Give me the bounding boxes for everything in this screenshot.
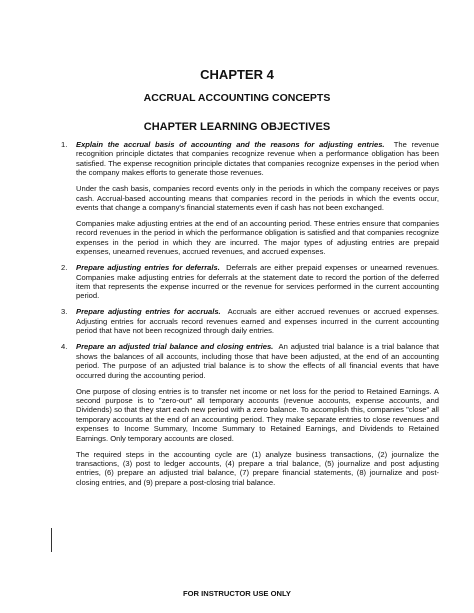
objective-paragraph: Under the cash basis, companies record events only in the periods in which the company receives or pays cash. Accrual-based accounting means that companies record in the periods in which the events occur, events that change a company's financial statements even if cash has not been exchanged. bbox=[76, 184, 439, 213]
revision-bar bbox=[51, 528, 52, 552]
objective-paragraph bbox=[76, 342, 439, 380]
objective-paragraph: The required steps in the accounting cycle are (1) analyze business transactions, (2) journalize the transactions, (3) post to ledger accounts, (4) prepare a trial balance, (5) journalize and post adjusting entries, (6) prepare an adjusted trial balance, (7) prepare financial statements, (8) journalize and post-closing entries, and (9) prepare a post-closing trial balance. bbox=[76, 449, 439, 487]
objective-text: Accruals are either accrued revenues or accrued expenses. Adjusting entries for accruals record revenues earned and expenses incurred in the current accounting period that have not been recognized through daily entries. bbox=[76, 307, 439, 336]
objective-paragraph: One purpose of closing entries is to transfer net income or net loss for the period to Retained Earnings. A second purpose is to "zero-out" all temporary accounts (revenue accounts, expense accounts, and Dividends) so that they start each new period with a zero balance. To accomplish this, companies "close" all temporary accounts at the end of an accounting period. They make separate entries to close revenues and expenses to Income Summary, Income Summary to Retained Earnings, and Dividends to Retained Earnings. Only temporary accounts are closed. bbox=[76, 386, 439, 443]
objective-text: An adjusted trial balance is a trial balance that shows the balances of all accounts, including those that have been adjusted, at the end of an accounting period. The purpose of an adjusted trial balance is to show the effects of all financial events that have occurred during the accounting period. bbox=[76, 342, 439, 380]
objective-text: The revenue recognition principle dictates that companies recognize revenue when a performance obligation has been satisfied. The expense recognition principle dictates that companies recognize expenses in the period when the company makes efforts to generate those revenues. bbox=[76, 140, 439, 178]
objectives-list bbox=[61, 140, 439, 494]
objective-text: Deferrals are either prepaid expenses or unearned revenues. Companies make adjusting entries for deferrals at the statement date to record the portion of the deferred item that represents the expense incurred or the revenue for services performed in the current accounting period. bbox=[76, 263, 439, 301]
objective-title: Prepare adjusting entries for accruals. bbox=[76, 307, 221, 317]
objective-item-4 bbox=[61, 342, 439, 487]
objective-paragraph bbox=[76, 140, 439, 178]
objective-number: 3. bbox=[61, 307, 68, 317]
objective-number: 1. bbox=[61, 140, 68, 149]
objective-number: 4. bbox=[61, 342, 68, 352]
objective-item-3 bbox=[61, 307, 439, 335]
objective-title: Prepare adjusting entries for deferrals. bbox=[76, 263, 220, 273]
objective-paragraph: Companies make adjusting entries at the end of an accounting period. These entries ensure that companies record revenues in the period in which the performance obligation is satisfied and that companies recognize expenses in the period in which they are incurred. The major types of adjusting entries are prepaid expenses, unearned revenues, accrued revenues, and accrued expenses. bbox=[76, 219, 439, 257]
objective-number: 2. bbox=[61, 263, 68, 273]
page-footer: FOR INSTRUCTOR USE ONLY bbox=[182, 589, 291, 598]
objective-item-1 bbox=[61, 140, 439, 257]
objective-paragraph bbox=[76, 263, 439, 301]
objective-paragraph bbox=[76, 307, 439, 335]
chapter-title: ACCRUAL ACCOUNTING CONCEPTS bbox=[143, 92, 331, 104]
chapter-number: CHAPTER 4 bbox=[200, 67, 274, 82]
objective-title: Explain the accrual basis of accounting and the reasons for adjusting entries. bbox=[76, 140, 385, 149]
objective-item-2 bbox=[61, 263, 439, 301]
objectives-heading: CHAPTER LEARNING OBJECTIVES bbox=[143, 121, 331, 133]
objective-title: Prepare an adjusted trial balance and closing entries. bbox=[76, 342, 274, 352]
